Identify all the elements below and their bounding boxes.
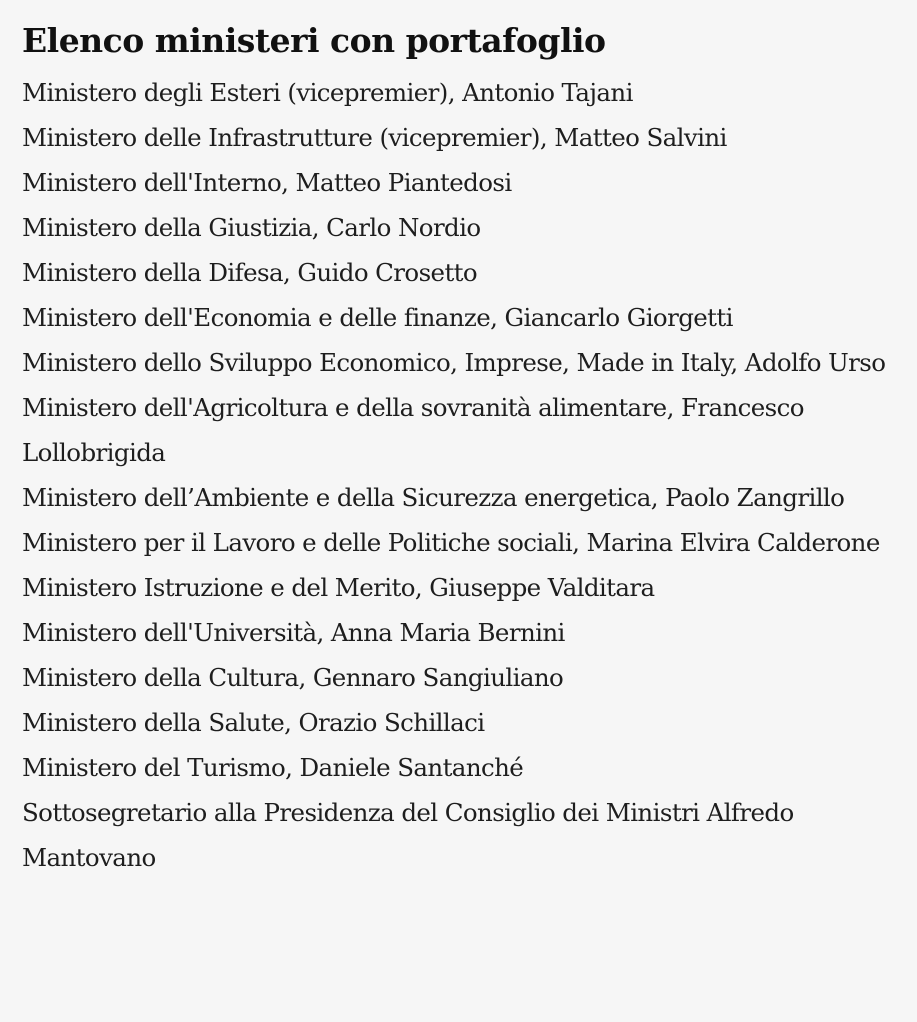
list-item: Ministero dell’Ambiente e della Sicurezza energetica, Paolo Zangrillo <box>22 483 845 512</box>
list-item: Ministero dell'Interno, Matteo Piantedosi <box>22 168 512 197</box>
list-item: Ministero dell'Agricoltura e della sovranità alimentare, Francesco Lollobrigida <box>22 393 804 467</box>
list-item: Ministero della Salute, Orazio Schillaci <box>22 708 485 737</box>
article-body <box>22 18 902 880</box>
list-item: Ministero della Difesa, Guido Crosetto <box>22 258 478 287</box>
section-title: Elenco ministeri con portafoglio <box>22 21 606 60</box>
list-item: Sottosegretario alla Presidenza del Consiglio dei Ministri Alfredo Mantovano <box>22 798 794 872</box>
list-item: Ministero della Cultura, Gennaro Sangiuliano <box>22 663 564 692</box>
ministry-list <box>22 70 902 880</box>
list-item: Ministero delle Infrastrutture (vicepremier), Matteo Salvini <box>22 123 727 152</box>
list-item: Ministero dell'Economia e delle finanze, Giancarlo Giorgetti <box>22 303 733 332</box>
list-item: Ministero degli Esteri (vicepremier), Antonio Tajani <box>22 78 633 107</box>
list-item: Ministero Istruzione e del Merito, Giuseppe Valditara <box>22 573 655 602</box>
list-item: Ministero per il Lavoro e delle Politiche sociali, Marina Elvira Calderone <box>22 528 880 557</box>
list-item: Ministero del Turismo, Daniele Santanché <box>22 753 524 782</box>
list-item: Ministero della Giustizia, Carlo Nordio <box>22 213 481 242</box>
list-item: Ministero dell'Università, Anna Maria Bernini <box>22 618 565 647</box>
list-item: Ministero dello Sviluppo Economico, Imprese, Made in Italy, Adolfo Urso <box>22 348 886 377</box>
